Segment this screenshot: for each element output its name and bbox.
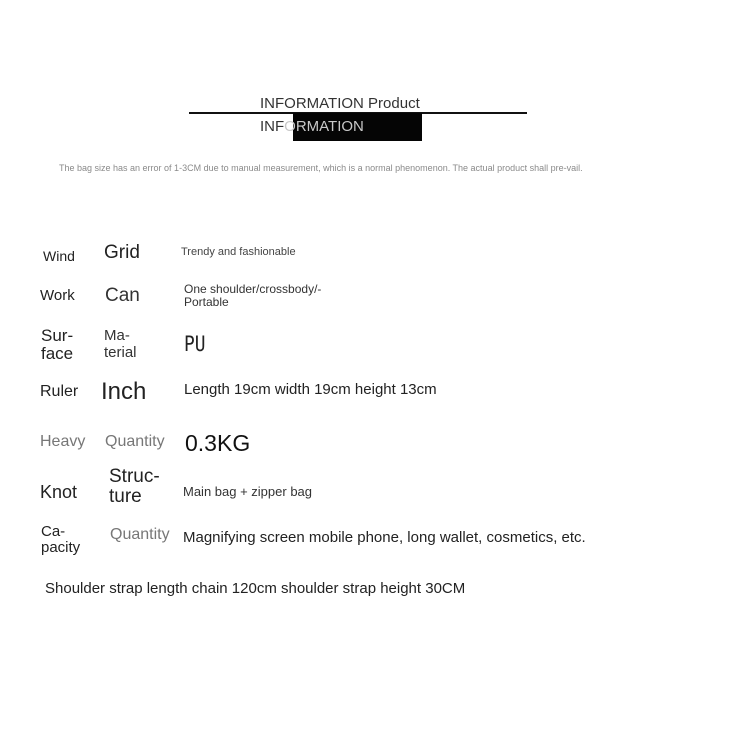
capacity-label-a-line-2: pacity xyxy=(41,539,81,556)
size-value: Length 19cm width 19cm height 13cm xyxy=(184,381,437,398)
style-value: Trendy and fashionable xyxy=(181,246,296,258)
material-label-a xyxy=(41,327,73,363)
structure-label-b-line-1: Struc- xyxy=(109,466,160,487)
title-line-2 xyxy=(260,118,364,135)
material-label-a-line-1: Sur- xyxy=(41,326,74,345)
style-label-b: Grid xyxy=(104,242,140,263)
structure-label-a: Knot xyxy=(40,482,78,502)
size-label-a: Ruler xyxy=(40,383,79,400)
size-label-b: Inch xyxy=(101,378,147,405)
style-label-a: Wind xyxy=(43,248,75,264)
capacity-label-a-line-1: Ca- xyxy=(41,523,66,540)
weight-value: 0.3KG xyxy=(185,430,251,456)
title-line-2-dark: ORMATION xyxy=(284,118,364,135)
shoulder-strap-note: Shoulder strap length chain 120cm shoulder strap height 30CM xyxy=(45,580,466,597)
function-value-line-1: One shoulder/crossbody/- xyxy=(184,282,322,296)
function-label-a: Work xyxy=(40,287,75,304)
capacity-label-a xyxy=(41,524,80,556)
material-label-b-line-1: Ma- xyxy=(104,327,130,344)
weight-label-b: Quantity xyxy=(105,433,165,450)
material-label-a-line-2: face xyxy=(41,344,74,363)
function-value xyxy=(184,283,321,309)
function-label-b: Can xyxy=(105,285,140,306)
title-line-2-light: INF xyxy=(260,118,285,135)
structure-label-b xyxy=(109,467,160,507)
capacity-label-b: Quantity xyxy=(110,526,170,543)
weight-label-a: Heavy xyxy=(40,433,86,450)
structure-value: Main bag + zipper bag xyxy=(183,484,313,499)
function-value-line-2: Portable xyxy=(184,295,229,309)
material-value: PU xyxy=(184,332,206,356)
title-line-1: INFORMATION Product xyxy=(260,95,420,112)
material-label-b-line-2: terial xyxy=(104,344,137,361)
capacity-value: Magnifying screen mobile phone, long wallet, cosmetics, etc. xyxy=(183,529,586,546)
material-label-b xyxy=(104,327,137,361)
size-error-note: The bag size has an error of 1-3CM due to manual measurement, which is a normal phenomenon. The actual product shall pre-vail. xyxy=(59,163,583,173)
structure-label-b-line-2: ture xyxy=(109,486,142,507)
